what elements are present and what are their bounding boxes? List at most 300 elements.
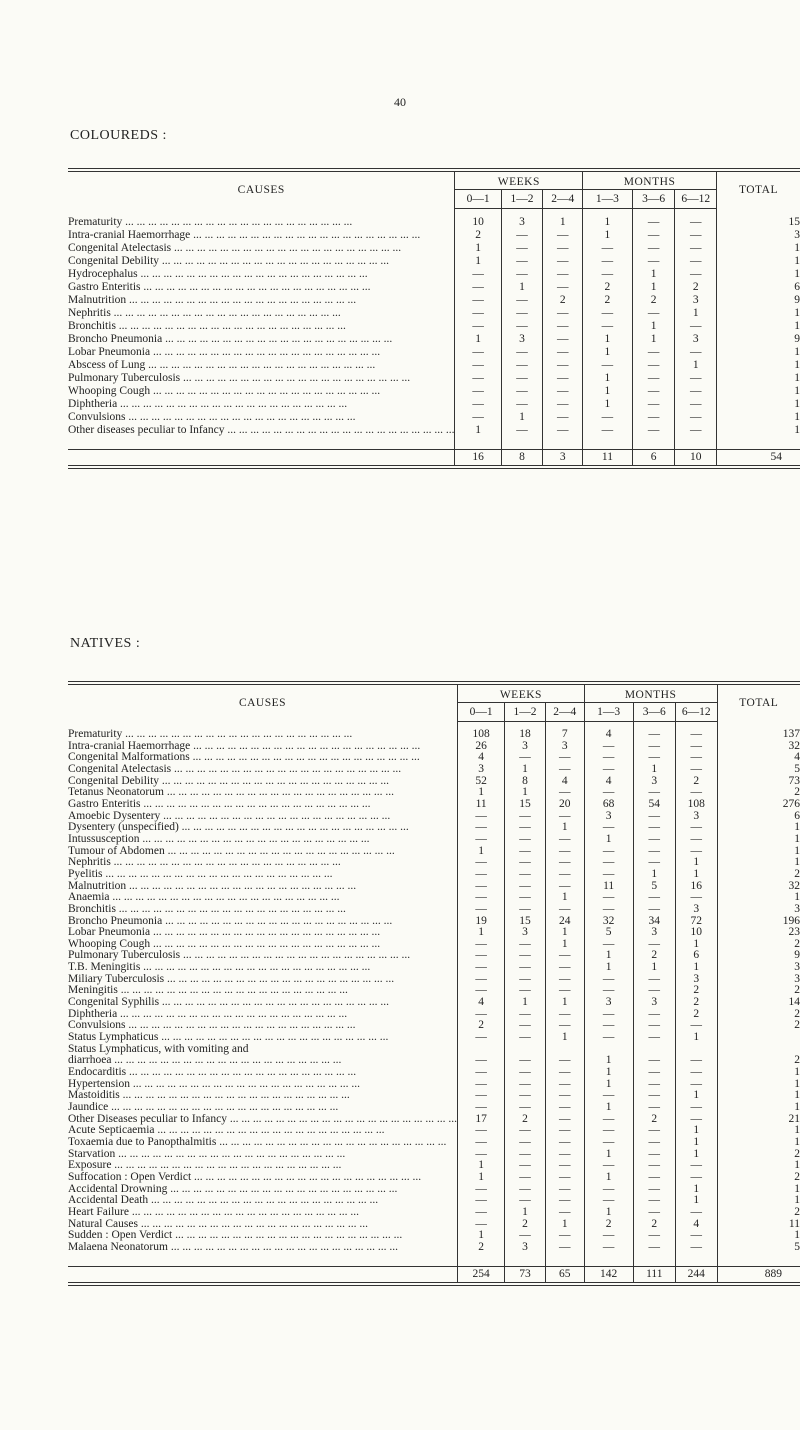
value-cell: —: [676, 1102, 718, 1114]
value-cell: 19: [458, 916, 505, 928]
cause-label: Congenital Atelectasis ... ... ... ... ... ... ... ... ... ... ... ... ... ... ... ... ... ... ... ...: [68, 242, 402, 254]
row-total: 2: [717, 1020, 800, 1032]
value-cell: —: [633, 1055, 675, 1067]
spacer-cell: [68, 722, 458, 730]
row-total: 1: [716, 372, 800, 385]
value-cell: 1: [584, 1102, 633, 1114]
value-cell: —: [458, 1195, 505, 1207]
value-cell: —: [458, 869, 505, 881]
value-cell: 8: [505, 776, 546, 788]
value-cell: —: [543, 372, 583, 385]
row-total: [717, 1032, 800, 1044]
value-cell: —: [543, 346, 583, 359]
value-cell: —: [632, 359, 675, 372]
value-cell: —: [505, 1102, 546, 1114]
value-cell: 1: [505, 787, 546, 799]
table-row: [68, 424, 800, 437]
value-cell: —: [543, 268, 583, 281]
table-row: [68, 1172, 800, 1184]
table-row: [68, 904, 800, 916]
cause-label: Congenital Debility ... ... ... ... ... ... ... ... ... ... ... ... ... ... ... ... ... ... ... ...: [68, 255, 390, 267]
value-cell: —: [633, 1230, 675, 1242]
value-cell: —: [458, 1125, 505, 1137]
causes-header: CAUSES: [238, 697, 287, 710]
value-cell: —: [676, 834, 718, 846]
cause-label: Status Lymphaticus ... ... ... ... ... ... ... ... ... ... ... ... ... ... ... ... ... ... ... ...: [68, 1032, 389, 1044]
value-cell: —: [455, 268, 501, 281]
value-cell: 26: [458, 741, 505, 753]
row-total: 6: [717, 811, 800, 823]
value-cell: 1: [545, 997, 584, 1009]
value-cell: 1: [583, 372, 632, 385]
spacer-cell: [543, 437, 583, 450]
cause-label: Intussusception ... ... ... ... ... ... ... ... ... ... ... ... ... ... ... ... ... ... ... ...: [68, 833, 370, 845]
value-cell: 1: [584, 962, 633, 974]
value-cell: 1: [676, 857, 718, 869]
row-total: 3: [717, 974, 800, 986]
value-cell: —: [458, 1137, 505, 1149]
value-cell: 4: [458, 752, 505, 764]
value-cell: —: [584, 822, 633, 834]
col-weeks-1-2: 1—2: [501, 190, 543, 209]
col-weeks-1-2: 1—2: [505, 703, 546, 722]
value-cell: 2: [676, 997, 718, 1009]
value-cell: —: [458, 962, 505, 974]
table-row: [68, 294, 800, 307]
spacer-cell: [583, 209, 632, 217]
value-cell: 4: [458, 997, 505, 1009]
value-cell: —: [505, 1079, 546, 1091]
row-total: 3: [717, 904, 800, 916]
row-total: 32: [717, 881, 800, 893]
value-cell: —: [545, 1055, 584, 1067]
value-cell: —: [675, 255, 716, 268]
value-cell: 3: [505, 741, 546, 753]
value-cell: 3: [505, 1242, 546, 1254]
value-cell: 1: [458, 1230, 505, 1242]
table-row: [68, 950, 800, 962]
value-cell: —: [545, 1242, 584, 1254]
value-cell: 1: [505, 764, 546, 776]
value-cell: —: [458, 974, 505, 986]
value-cell: —: [501, 268, 543, 281]
row-total: 73: [717, 776, 800, 788]
value-cell: —: [455, 320, 501, 333]
cause-label: Malnutrition ... ... ... ... ... ... ... ... ... ... ... ... ... ... ... ... ... ... ... ...: [68, 294, 357, 306]
value-cell: —: [545, 962, 584, 974]
value-cell: —: [458, 985, 505, 997]
row-total: 2: [717, 939, 800, 951]
row-total: 5: [717, 1242, 800, 1254]
value-cell: —: [584, 752, 633, 764]
value-cell: —: [583, 255, 632, 268]
value-cell: —: [505, 892, 546, 904]
value-cell: —: [584, 974, 633, 986]
spacer-cell: [501, 437, 543, 450]
cause-label: Intra-cranial Haemorrhage ... ... ... ... ... ... ... ... ... ... ... ... ... ... ... ... ... ... ... ...: [68, 229, 421, 241]
value-cell: 2: [633, 950, 675, 962]
col-months-3-6: 3—6: [632, 190, 675, 209]
value-cell: —: [458, 1079, 505, 1091]
value-cell: —: [632, 346, 675, 359]
value-cell: 2: [632, 294, 675, 307]
value-cell: 1: [545, 927, 584, 939]
value-cell: 54: [633, 799, 675, 811]
value-cell: —: [633, 1149, 675, 1161]
cause-label: Meningitis ... ... ... ... ... ... ... ... ... ... ... ... ... ... ... ... ... ... ... ...: [68, 985, 348, 997]
cause-label: Sudden : Open Verdict ... ... ... ... ... ... ... ... ... ... ... ... ... ... ... ... ... ... ... ...: [68, 1230, 403, 1242]
natives-body: [68, 722, 800, 1284]
value-cell: —: [633, 892, 675, 904]
grand-total: 889: [717, 1266, 800, 1284]
table-row: [68, 869, 800, 881]
value-cell: 5: [633, 881, 675, 893]
value-cell: —: [633, 1009, 675, 1021]
row-total: 1: [716, 255, 800, 268]
value-cell: —: [584, 904, 633, 916]
table-row: [68, 216, 800, 229]
spacer-cell: [632, 209, 675, 217]
value-cell: —: [633, 1137, 675, 1149]
value-cell: —: [545, 834, 584, 846]
spacer-cell: [583, 437, 632, 450]
col-months-6-12: 6—12: [675, 190, 716, 209]
spacer-cell: [501, 209, 543, 217]
value-cell: —: [633, 1090, 675, 1102]
cause-label: Prematurity ... ... ... ... ... ... ... ... ... ... ... ... ... ... ... ... ... ... ... ...: [68, 216, 353, 228]
value-cell: —: [505, 1137, 546, 1149]
table-row: [68, 927, 800, 939]
value-cell: —: [505, 1009, 546, 1021]
value-cell: —: [676, 1230, 718, 1242]
row-total: 1: [717, 1079, 800, 1091]
row-total: 1: [716, 268, 800, 281]
value-cell: —: [543, 281, 583, 294]
value-cell: —: [675, 424, 716, 437]
row-total: 196: [717, 916, 800, 928]
table-row: [68, 1184, 800, 1196]
value-cell: 20: [545, 799, 584, 811]
cause-label: T.B. Meningitis ... ... ... ... ... ... ... ... ... ... ... ... ... ... ... ... ... ... ... ...: [68, 962, 371, 974]
value-cell: 1: [584, 1172, 633, 1184]
value-cell: —: [543, 307, 583, 320]
value-cell: —: [675, 411, 716, 424]
col-weeks-2-4: 2—4: [545, 703, 584, 722]
cause-label: Congenital Syphilis ... ... ... ... ... ... ... ... ... ... ... ... ... ... ... ... ... ... ... ...: [68, 997, 390, 1009]
value-cell: —: [633, 752, 675, 764]
value-cell: —: [501, 229, 543, 242]
value-cell: —: [584, 1195, 633, 1207]
spacer-cell: [716, 209, 800, 217]
col-weeks-2-4: 2—4: [543, 190, 583, 209]
table-row: [68, 333, 800, 346]
value-cell: —: [583, 242, 632, 255]
value-cell: —: [633, 1184, 675, 1196]
row-total: 2: [717, 1009, 800, 1021]
value-cell: —: [675, 372, 716, 385]
row-total: 1: [716, 346, 800, 359]
value-cell: —: [505, 1055, 546, 1067]
value-cell: —: [676, 1020, 718, 1032]
row-total: 32: [717, 741, 800, 753]
value-cell: —: [676, 1242, 718, 1254]
value-cell: —: [501, 294, 543, 307]
value-cell: 1: [676, 1149, 718, 1161]
row-total: 2: [717, 1055, 800, 1067]
value-cell: 1: [455, 333, 501, 346]
cause-label: Dysentery (unspecified) ... ... ... ... ... ... ... ... ... ... ... ... ... ... ... ... ... ... ... ...: [68, 822, 409, 834]
spacer-cell: [584, 1254, 633, 1267]
row-total: 1: [717, 1195, 800, 1207]
value-cell: —: [583, 359, 632, 372]
grand-total: 54: [716, 450, 800, 468]
table-row: [68, 939, 800, 951]
value-cell: 1: [458, 1160, 505, 1172]
value-cell: —: [505, 1020, 546, 1032]
value-cell: 5: [584, 927, 633, 939]
spacer-cell: [505, 1254, 546, 1267]
value-cell: —: [633, 1242, 675, 1254]
value-cell: 1: [676, 869, 718, 881]
value-cell: 1: [458, 927, 505, 939]
row-total: 1: [716, 320, 800, 333]
value-cell: 1: [583, 385, 632, 398]
value-cell: —: [501, 385, 543, 398]
value-cell: —: [505, 974, 546, 986]
value-cell: —: [632, 424, 675, 437]
value-cell: 2: [633, 1219, 675, 1231]
spacer-cell: [68, 437, 455, 450]
coloureds-heading: COLOUREDS :: [70, 128, 167, 143]
value-cell: —: [505, 962, 546, 974]
value-cell: 1: [632, 281, 675, 294]
row-total: 1: [717, 1102, 800, 1114]
value-cell: —: [545, 985, 584, 997]
row-total: 9: [716, 333, 800, 346]
value-cell: —: [505, 939, 546, 951]
value-cell: —: [545, 1020, 584, 1032]
value-cell: —: [545, 846, 584, 858]
value-cell: 1: [455, 424, 501, 437]
value-cell: —: [505, 1230, 546, 1242]
row-total: 23: [717, 927, 800, 939]
cause-label: Hypertension ... ... ... ... ... ... ... ... ... ... ... ... ... ... ... ... ... ... ... ...: [68, 1078, 360, 1090]
row-total: 9: [716, 294, 800, 307]
value-cell: —: [501, 346, 543, 359]
row-total: 1: [717, 857, 800, 869]
cause-label: Congenital Malformations ... ... ... ... ... ... ... ... ... ... ... ... ... ... ... ... ... ... ... ...: [68, 752, 420, 764]
cause-label: Toxaemia due to Panopthalmitis ... ... ... ... ... ... ... ... ... ... ... ... ... ... ... ... ... ... ... ...: [68, 1136, 447, 1148]
total-header: TOTAL: [716, 170, 800, 209]
row-total: 1: [716, 398, 800, 411]
value-cell: —: [584, 741, 633, 753]
value-cell: 1: [584, 1055, 633, 1067]
value-cell: —: [545, 1009, 584, 1021]
value-cell: 3: [545, 741, 584, 753]
value-cell: —: [632, 307, 675, 320]
value-cell: 1: [501, 411, 543, 424]
cause-label: Congenital Atelectasis ... ... ... ... ... ... ... ... ... ... ... ... ... ... ... ... ... ... ... ...: [68, 763, 402, 775]
value-cell: 2: [584, 1219, 633, 1231]
column-total: 6: [632, 450, 675, 468]
table-row: [68, 962, 800, 974]
value-cell: —: [632, 216, 675, 229]
value-cell: —: [584, 1230, 633, 1242]
value-cell: —: [455, 411, 501, 424]
value-cell: —: [583, 268, 632, 281]
value-cell: —: [543, 411, 583, 424]
value-cell: —: [545, 1230, 584, 1242]
row-total: 4: [717, 752, 800, 764]
value-cell: —: [583, 307, 632, 320]
table-row: [68, 834, 800, 846]
row-total: 3: [716, 229, 800, 242]
spacer-cell: [543, 209, 583, 217]
col-weeks-0-1: 0—1: [455, 190, 501, 209]
cause-label: Endocarditis ... ... ... ... ... ... ... ... ... ... ... ... ... ... ... ... ... ... ... ...: [68, 1067, 357, 1079]
cause-label: Abscess of Lung ... ... ... ... ... ... ... ... ... ... ... ... ... ... ... ... ... ... ... ...: [68, 359, 376, 371]
value-cell: —: [545, 1195, 584, 1207]
value-cell: —: [545, 1149, 584, 1161]
value-cell: —: [583, 320, 632, 333]
table-row: [68, 985, 800, 997]
cause-label: Nephritis ... ... ... ... ... ... ... ... ... ... ... ... ... ... ... ... ... ... ... ...: [68, 857, 341, 869]
value-cell: —: [458, 939, 505, 951]
col-months-6-12: 6—12: [676, 703, 718, 722]
value-cell: 1: [584, 1149, 633, 1161]
row-total: 2: [717, 1172, 800, 1184]
value-cell: 2: [676, 985, 718, 997]
row-total: 1: [716, 424, 800, 437]
value-cell: —: [633, 729, 675, 741]
totals-label-cell: [68, 1266, 458, 1284]
spacer-row: [68, 1254, 800, 1267]
value-cell: —: [458, 811, 505, 823]
value-cell: —: [543, 242, 583, 255]
value-cell: —: [455, 294, 501, 307]
value-cell: 3: [676, 974, 718, 986]
value-cell: —: [676, 846, 718, 858]
value-cell: —: [675, 398, 716, 411]
value-cell: —: [458, 822, 505, 834]
value-cell: 1: [501, 281, 543, 294]
cause-label: Whooping Cough ... ... ... ... ... ... ... ... ... ... ... ... ... ... ... ... ... ... ... ...: [68, 385, 381, 397]
value-cell: 1: [676, 1195, 718, 1207]
value-cell: —: [545, 974, 584, 986]
value-cell: —: [543, 359, 583, 372]
value-cell: 1: [583, 229, 632, 242]
value-cell: 1: [676, 1125, 718, 1137]
value-cell: 6: [676, 950, 718, 962]
spacer-cell: [675, 209, 716, 217]
cause-label: Tumour of Abdomen ... ... ... ... ... ... ... ... ... ... ... ... ... ... ... ... ... ... ... ...: [68, 845, 395, 857]
value-cell: 1: [632, 268, 675, 281]
value-cell: —: [501, 424, 543, 437]
value-cell: —: [633, 1067, 675, 1079]
value-cell: —: [545, 1114, 584, 1126]
value-cell: 3: [501, 216, 543, 229]
row-total: 1: [717, 822, 800, 834]
value-cell: —: [633, 985, 675, 997]
column-total: 254: [458, 1266, 505, 1284]
row-total: 15: [716, 216, 800, 229]
value-cell: —: [584, 1009, 633, 1021]
value-cell: 7: [545, 729, 584, 741]
value-cell: 1: [455, 255, 501, 268]
cause-label: Bronchitis ... ... ... ... ... ... ... ... ... ... ... ... ... ... ... ... ... ... ... ...: [68, 320, 346, 332]
cause-label: Diphtheria ... ... ... ... ... ... ... ... ... ... ... ... ... ... ... ... ... ... ... ...: [68, 1008, 348, 1020]
value-cell: —: [458, 1067, 505, 1079]
col-months-3-6: 3—6: [633, 703, 675, 722]
value-cell: 16: [676, 881, 718, 893]
value-cell: 2: [676, 776, 718, 788]
table-row: [68, 1020, 800, 1032]
value-cell: —: [675, 268, 716, 281]
value-cell: —: [545, 881, 584, 893]
cause-label: Bronchitis ... ... ... ... ... ... ... ... ... ... ... ... ... ... ... ... ... ... ... ...: [68, 903, 346, 915]
row-total: 6: [716, 281, 800, 294]
value-cell: —: [505, 811, 546, 823]
row-total: 11: [717, 1219, 800, 1231]
value-cell: —: [584, 1242, 633, 1254]
value-cell: —: [505, 846, 546, 858]
value-cell: —: [633, 1125, 675, 1137]
value-cell: —: [501, 359, 543, 372]
value-cell: —: [543, 398, 583, 411]
value-cell: —: [633, 1079, 675, 1091]
value-cell: —: [501, 242, 543, 255]
coloureds-table: [68, 168, 800, 469]
col-months-1-3: 1—3: [583, 190, 632, 209]
value-cell: 1: [458, 846, 505, 858]
table-row: [68, 1125, 800, 1137]
value-cell: —: [543, 255, 583, 268]
value-cell: —: [458, 1184, 505, 1196]
totals-row: [68, 1266, 800, 1284]
value-cell: —: [458, 1207, 505, 1219]
value-cell: —: [505, 1172, 546, 1184]
value-cell: —: [676, 1160, 718, 1172]
weeks-header: WEEKS: [458, 683, 585, 703]
value-cell: —: [505, 985, 546, 997]
row-total: 1: [717, 1160, 800, 1172]
cause-label: Accidental Death ... ... ... ... ... ... ... ... ... ... ... ... ... ... ... ... ... ... ... ...: [68, 1195, 379, 1207]
value-cell: —: [455, 398, 501, 411]
value-cell: —: [505, 1160, 546, 1172]
row-total: 2: [717, 1149, 800, 1161]
value-cell: —: [676, 741, 718, 753]
table-row: [68, 892, 800, 904]
cause-label: Malaena Neonatorum ... ... ... ... ... ... ... ... ... ... ... ... ... ... ... ... ... ... ... ...: [68, 1241, 398, 1253]
total-header: TOTAL: [717, 683, 800, 722]
value-cell: 1: [675, 307, 716, 320]
value-cell: —: [676, 1067, 718, 1079]
value-cell: —: [545, 752, 584, 764]
value-cell: 3: [633, 997, 675, 1009]
value-cell: —: [501, 372, 543, 385]
cause-label: Accidental Drowning ... ... ... ... ... ... ... ... ... ... ... ... ... ... ... ... ... ... ... ...: [68, 1183, 398, 1195]
value-cell: —: [632, 398, 675, 411]
value-cell: —: [543, 320, 583, 333]
value-cell: 1: [584, 1079, 633, 1091]
value-cell: 1: [545, 939, 584, 951]
value-cell: 2: [676, 1009, 718, 1021]
cause-label: Convulsions ... ... ... ... ... ... ... ... ... ... ... ... ... ... ... ... ... ... ... ...: [68, 1020, 356, 1032]
value-cell: —: [633, 834, 675, 846]
cause-label: Pyelitis ... ... ... ... ... ... ... ... ... ... ... ... ... ... ... ... ... ... ... ...: [68, 868, 333, 880]
value-cell: 1: [676, 1137, 718, 1149]
value-cell: —: [505, 1090, 546, 1102]
